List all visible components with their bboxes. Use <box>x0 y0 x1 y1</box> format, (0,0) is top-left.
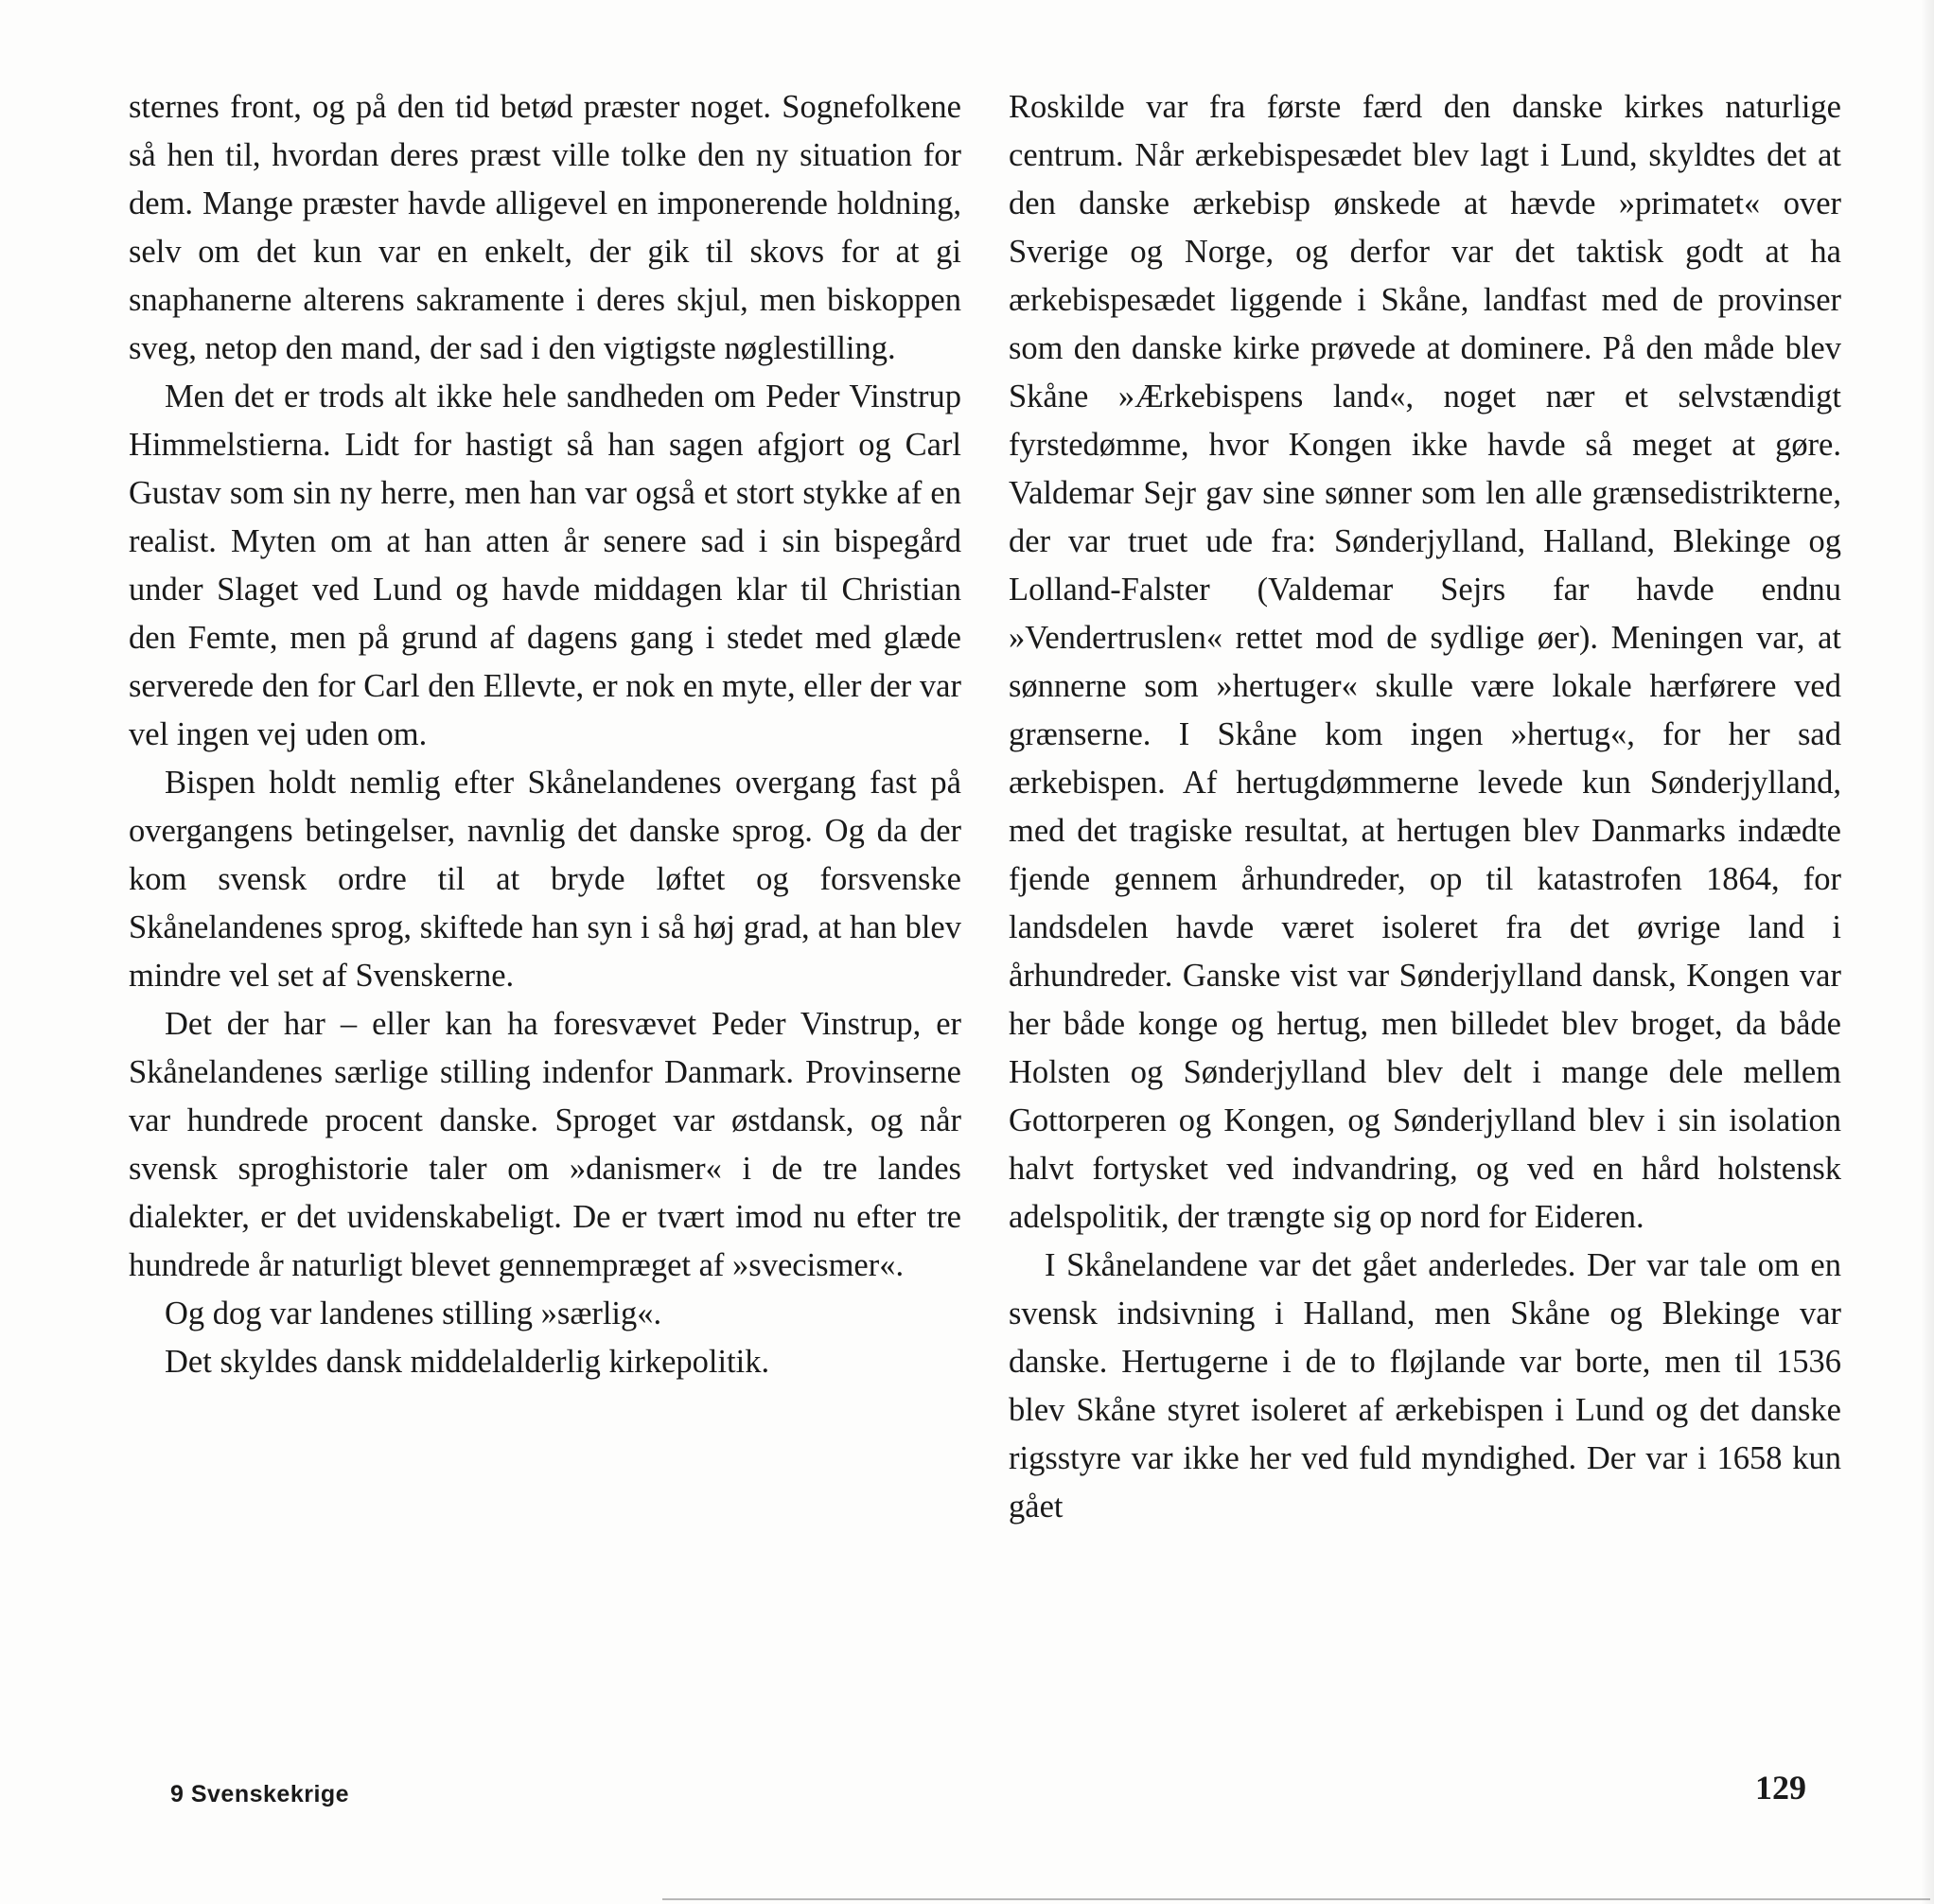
page-edge-shadow <box>1921 0 1934 1904</box>
paragraph: Det der har – eller kan ha foresvævet Peder Vinstrup, er Skånelandenes særlige stilling indenfor Danmark. Provinserne var hundrede procent danske. Sproget var østdansk, og når svensk sproghistorie taler om »danismer« i de tre landes dialekter, er det uvidenskabeligt. De er tvært imod nu efter tre hundrede år naturligt blevet gennempræget af »svecismer«. <box>129 1006 961 1283</box>
signature-mark: 9 Svenskekrige <box>170 1781 350 1807</box>
paragraph: Men det er trods alt ikke hele sandheden om Peder Vinstrup Himmelstierna. Lidt for hastigt så han sagen afgjort og Carl Gustav som sin ny herre, men han var også et stort stykke af en realist. Myten om at han atten år senere sad i sin bispegård under Slaget ved Lund og havde middagen klar til Christian den Femte, men på grund af dagens gang i stedet med glæde serverede den for Carl den Ellevte, er nok en myte, eller der var vel ingen vej uden om. <box>129 379 961 752</box>
page-edge-line <box>662 1898 1930 1900</box>
paragraph: sternes front, og på den tid betød præster noget. Sognefolkene så hen til, hvordan deres præst ville tolke den ny situation for dem. Mange præster havde alligevel en imponerende holdning, selv om det kun var en enkelt, der gik til skovs for at gi snaphanerne alterens sakramente i deres skjul, men biskoppen sveg, netop den mand, der sad i den vigtigste nøglestilling. <box>129 89 961 366</box>
paragraph: Og dog var landenes stilling »særlig«. <box>165 1296 662 1331</box>
right-text-column <box>1009 83 1841 1531</box>
paragraph: Det skyldes dansk middelalderlig kirkepolitik. <box>165 1344 770 1380</box>
page-number: 129 <box>1755 1769 1806 1807</box>
paragraph: Roskilde var fra første færd den danske kirkes naturlige centrum. Når ærkebispesædet blev lagt i Lund, skyldtes det at den danske ærkebisp ønskede at hævde »primatet« over Sverige og Norge, og derfor var det taktisk godt at ha ærkebispesædet liggende i Skåne, landfast med de provinser som den danske kirke prøvede at dominere. På den måde blev Skåne »Ærkebispens land«, noget nær et selvstændigt fyrstedømme, hvor Kongen ikke havde så meget at gøre. Valdemar Sejr gav sine sønner som len alle grænsedistrikterne, der var truet ude fra: Sønderjylland, Halland, Blekinge og Lolland-Falster (Valdemar Sejrs far havde endnu »Vendertruslen« rettet mod de sydlige øer). Meningen var, at sønnerne som »hertuger« skulle være lokale hærførere ved grænserne. I Skåne kom ingen »hertug«, for her sad ærkebispen. Af hertugdømmerne levede kun Sønderjylland, med det tragiske resultat, at hertugen blev Danmarks indædte fjende gennem århundreder, op til katastrofen 1864, for landsdelen havde været isoleret fra det øvrige land i århundreder. Ganske vist var Sønderjylland dansk, Kongen var her både konge og hertug, men billedet blev broget, da både Holsten og Sønderjylland blev delt i mange dele mellem Gottorperen og Kongen, og Sønderjylland blev i sin isolation halvt fortysket ved indvandring, og ved en hård holstensk adelspolitik, der trængte sig op nord for Eideren. <box>1009 89 1841 1235</box>
paragraph: I Skånelandene var det gået anderledes. Der var tale om en svensk indsivning i Halland, men Skåne og Blekinge var danske. Hertugerne i de to fløjlande var borte, men til 1536 blev Skåne styret isoleret af ærkebispen i Lund og det danske rigsstyre var ikke her ved fuld myndighed. Der var i 1658 kun gået <box>1009 1247 1841 1525</box>
paragraph: Bispen holdt nemlig efter Skånelandenes overgang fast på overgangens betingelser, navnlig det danske sprog. Og da der kom svensk ordre til at bryde løftet og forsvenske Skånelandenes sprog, skiftede han syn i så høj grad, at han blev mindre vel set af Svenskerne. <box>129 765 961 994</box>
left-text-column <box>129 83 961 1386</box>
